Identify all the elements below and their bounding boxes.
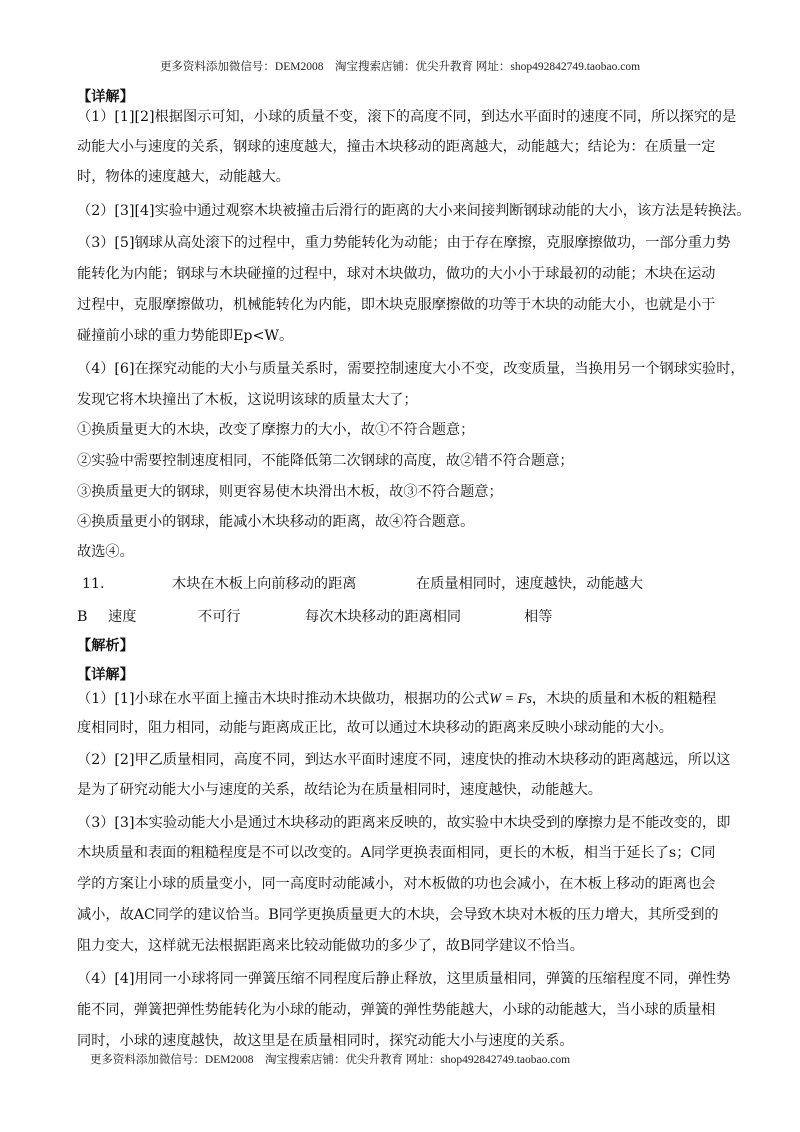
page-header: 更多资料添加微信号：DEM2008 淘宝搜索店铺：优尖升教育 网址：shop492842749.taobao.com	[159, 61, 641, 73]
text-line: （2）[3][4]实验中通过观察木块被撞击后滑行的距离的大小来间接判断钢球动能的大小，该方法是转换法。	[77, 203, 751, 219]
text-line: 过程中，克服摩擦做功，机械能转化为内能，即木块克服摩擦做的功等于木块的动能大小，也就是小于	[77, 297, 716, 313]
text-line: 碰撞前小球的重力势能即Ep<W。	[77, 328, 294, 344]
text-line: （1）[1][2]根据图示可知，小球的质量不变，滚下的高度不同，到达水平面时的速度不同，所以探究的是	[77, 109, 737, 125]
text-line: 度相同时，阻力相同，动能与距离成正比，故可以通过木块移动的距离来反映小球动能的大小。	[77, 720, 673, 736]
text-line: ①换质量更大的木块，改变了摩擦力的大小，故①不符合题意；	[77, 422, 475, 438]
text-fragment: （1）[1]小球在水平面上撞击木块时推动木块做功，根据功的公式	[77, 691, 490, 707]
section-heading-analysis: 【解析】	[77, 638, 134, 654]
text-line: （3）[5]钢球从高处滚下的过程中，重力势能转化为动能；由于存在摩擦，克服摩擦做功，一部分重力势	[77, 235, 731, 251]
section-heading-detail: 【详解】	[77, 89, 134, 105]
answer-blank-2: 在质量相同时，速度越快，动能越大	[416, 576, 644, 592]
text-line: 发现它将木块撞出了木板，这说明该球的质量太大了；	[77, 392, 418, 408]
text-line: ④换质量更小的钢球，能减小木块移动的距离，故④符合题意。	[77, 514, 475, 530]
text-line: 能不同，弹簧把弹性势能转化为小球的能动，弹簧的弹性势能越大，小球的动能越大，当小球的质量相	[77, 1002, 716, 1018]
text-line: 是为了研究动能大小与速度的关系，故结论为在质量相同时，速度越快，动能越大。	[77, 782, 602, 798]
answer-blank-5: 不可行	[198, 609, 241, 625]
text-line: （4）[6]在探究动能的大小与质量关系时，需要控制速度大小不变，改变质量，当换用另一个钢球实验时，	[77, 361, 745, 377]
answer-blank-7: 相等	[524, 609, 553, 625]
text-line: 同时，小球的速度越快，故这里是在质量相同时，探究动能大小与速度的关系。	[77, 1033, 574, 1049]
text-line: ②实验中需要控制速度相同，不能降低第二次钢球的高度，故②错不符合题意；	[77, 453, 574, 469]
text-line: ③换质量更大的钢球，则更容易使木块滑出木板，故③不符合题意；	[77, 484, 503, 500]
text-line: 能转化为内能；钢球与木块碰撞的过程中，球对木块做功，做功的大小小于球最初的动能；木块在运动	[77, 266, 716, 282]
answer-blank-1: 木块在木板上向前移动的距离	[172, 576, 357, 592]
text-line: （4）[4]用同一小球将同一弹簧压缩不同程度后静止释放，这里质量相同，弹簧的压缩程度不同，弹性势	[77, 971, 731, 987]
work-formula: W = Fs	[489, 691, 532, 707]
text-line: 木块质量和表面的粗糙程度是不可以改变的。A同学更换表面相同，更长的木板，相当于延长了s；C同	[77, 845, 716, 861]
text-fragment: ，木块的质量和木板的粗糙程	[531, 691, 717, 707]
section-heading-detail-2: 【详解】	[77, 667, 134, 683]
text-line: 阻力变大，这样就无法根据距离来比较动能做功的多少了，故B同学建议不恰当。	[77, 938, 584, 954]
text-line: 学的方案让小球的质量变小，同一高度时动能减小，对木板做的功也会减小，在木板上移动的距离也会	[77, 876, 716, 892]
page-footer: 更多资料添加微信号：DEM2008 淘宝搜索店铺：优尖升教育 网址：shop492842749.taobao.com	[89, 1054, 571, 1066]
text-line: （2）[2]甲乙质量相同，高度不同，到达水平面时速度不同，速度快的推动木块移动的距离越远，所以这	[77, 752, 731, 768]
answer-blank-6: 每次木块移动的距离相同	[305, 609, 462, 625]
text-line: 时，物体的速度越大，动能越大。	[77, 169, 290, 185]
text-line: 减小，故AC同学的建议恰当。B同学更换质量更大的木块，会导致木块对木板的压力增大，其所受到的	[77, 907, 719, 923]
question-number: 11.	[82, 576, 105, 592]
text-line: 动能大小与速度的关系，钢球的速度越大，撞击木块移动的距离越大，动能越大；结论为：在质量一定	[77, 139, 716, 155]
answer-blank-3: B	[77, 609, 88, 625]
text-line: （3）[3]本实验动能大小是通过木块移动的距离来反映的，故实验中木块受到的摩擦力是不能改变的，即	[77, 815, 731, 831]
text-line: 故选④。	[77, 544, 134, 560]
text-line	[77, 690, 716, 708]
answer-blank-4: 速度	[108, 609, 137, 625]
